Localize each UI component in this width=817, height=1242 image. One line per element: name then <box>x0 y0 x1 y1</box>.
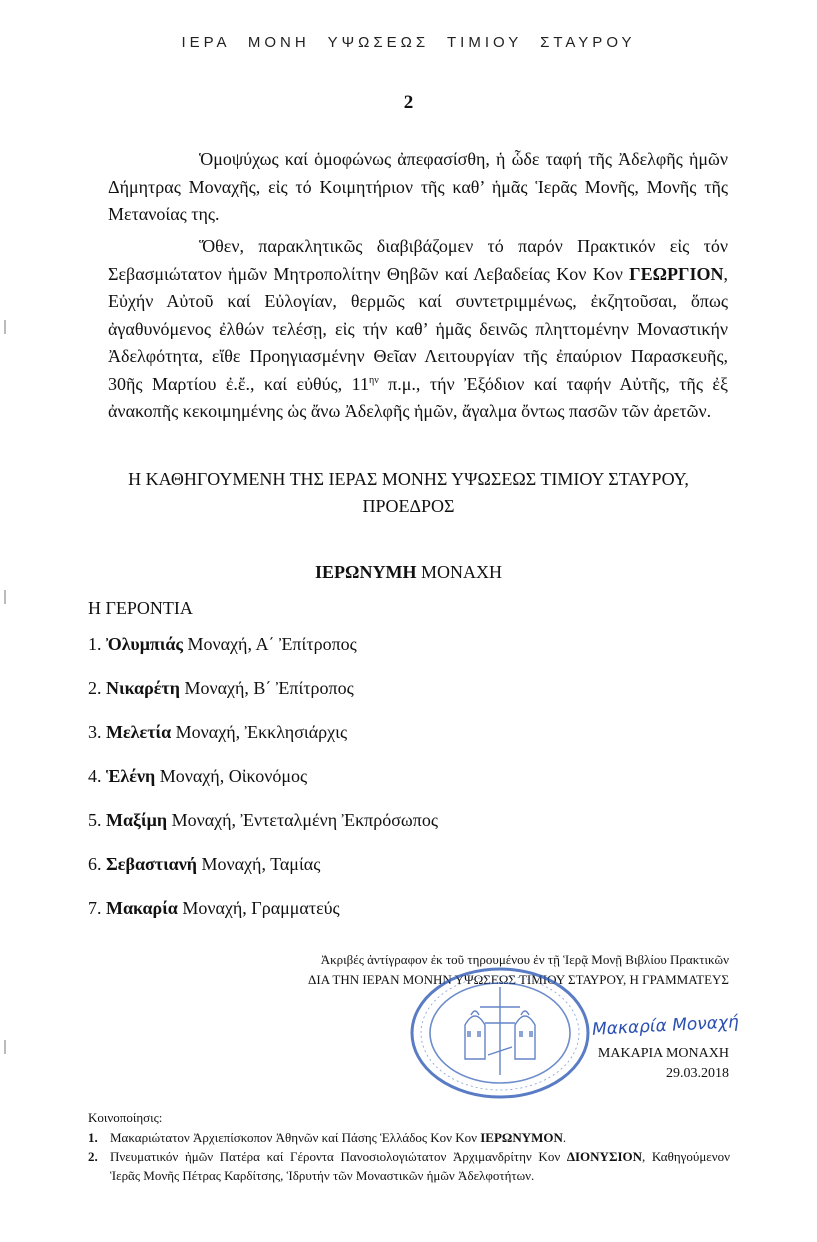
recipient-number: 1. <box>88 1130 98 1145</box>
recipient-text: Μακαριώτατον Ἀρχιεπίσκοπον Ἀθηνῶν καί Πάσης Ἑλλάδος Κον Κον <box>110 1130 481 1145</box>
council-title: Η ΓΕΡΟΝΤΙΑ <box>88 598 193 618</box>
recipients-title: Κοινοποίησις: <box>88 1110 163 1125</box>
abbess-name-bold: ΙΕΡΩΝΥΜΗ <box>315 562 417 582</box>
council-member <box>88 722 438 766</box>
page-header: ΙΕΡΑ ΜΟΝΗ ΥΨΩΣΕΩΣ ΤΙΜΙΟΥ ΣΤΑΥΡΟΥ <box>181 34 636 51</box>
recipients-list <box>88 1128 730 1185</box>
member-name: Ἑλένη <box>106 766 156 786</box>
recipient-name: ΔΙΟΝΥΣΙΟΝ <box>566 1149 642 1164</box>
member-number: 3. <box>88 722 102 742</box>
member-number: 7. <box>88 898 102 918</box>
member-role: Μοναχή, Γραμματεύς <box>177 898 340 918</box>
signer-block <box>598 1044 729 1084</box>
member-name: Σεβαστιανή <box>106 854 197 874</box>
paragraph-request <box>108 233 728 426</box>
abbess-name-rest: ΜΟΝΑΧΗ <box>416 562 502 582</box>
paragraph-text: , Εὐχήν Αὐτοῦ καί Εὐλογίαν, θερμῶς καί συντετριμμένως, ἐκζητοῦσαι, ὅπως ἀγαθυνόμενος ἐλθών τελέσῃ, εἰς τήν καθ’ ἡμᾶς δεινῶς πληττομένην Μοναστικήν Ἀδελφότητα, εἴθε Προηγιασμένην Θεῖαν Λειτουργίαν τῆς ἐπαύριον Παρασκευῆς, 30ῆς Μαρτίου ἐ.ἔ., καί εὐθύς, 11 <box>108 263 728 394</box>
scan-edge-mark <box>4 590 6 604</box>
scan-edge-mark <box>4 1040 6 1054</box>
recipient-text: , Καθηγούμενον Ἱερᾶς Μονῆς Πέτρας Καρδίτσης, Ἱδρυτήν τῶν Μοναστικῶν ἡμῶν Ἀδελφοτήτων. <box>110 1149 730 1183</box>
council-member <box>88 854 438 898</box>
member-name: Μακαρία <box>106 898 178 918</box>
member-role: Μοναχή, Ἐντεταλμένη Ἐκπρόσωπος <box>167 810 438 830</box>
recipient-name: ΙΕΡΩΝΥΜΟΝ <box>480 1130 563 1145</box>
council-member <box>88 810 438 854</box>
ordinal-suffix: ην <box>368 374 379 386</box>
scan-edge-mark <box>4 320 6 334</box>
council-member <box>88 634 438 678</box>
page-number: 2 <box>403 92 414 113</box>
member-role: Μοναχή, Ἐκκλησιάρχις <box>171 722 348 742</box>
member-role: Μοναχή, Β΄ Ἐπίτροπος <box>179 678 354 698</box>
monastery-seal-stamp <box>405 965 595 1101</box>
recipient-text: . <box>562 1130 567 1145</box>
member-number: 6. <box>88 854 102 874</box>
recipient-text: Πνευματικόν ἡμῶν Πατέρα καί Γέροντα Πανοσιολογιώτατον Ἀρχιμανδρίτην Κον <box>110 1149 567 1164</box>
member-role: Μοναχή, Οἰκονόμος <box>155 766 308 786</box>
handwritten-signature: Μακαρία Μοναχή <box>591 1012 740 1040</box>
member-role: Μοναχή, Α΄ Ἐπίτροπος <box>182 634 357 654</box>
member-name: Ὀλυμπιάς <box>106 634 183 654</box>
certification-line: Ἀκριβές ἀντίγραφον ἐκ τοῦ τηρουμένου ἐν τῇ Ἱερᾷ Μονῇ Βιβλίου Πρακτικῶν <box>320 952 729 967</box>
paragraph-burial-decision: Ὁμοψύχως καί ὁμοφώνως ἀπεφασίσθη, ἡ ὧδε ταφή τῆς Ἀδελφῆς ἡμῶν Δήμητρας Μοναχῆς, εἰς τό Κοιμητήριον τῆς καθ’ ἡμᾶς Ἱερᾶς Μονῆς, Μονῆς τῆς Μετανοίας της. <box>108 149 728 224</box>
council-member <box>88 678 438 722</box>
abbess-title-line: ΠΡΟΕΔΡΟΣ <box>362 496 455 516</box>
paragraph-text: π.μ., τήν Ἐξόδιον καί ταφήν Αὐτῆς, τῆς ἐξ ἀνακοπῆς κεκοιμημένης ὡς ἄνω Ἀδελφῆς ἡμῶν, ἄγαλμα ὄντως πασῶν τῶν ἀρετῶν. <box>108 373 728 421</box>
signature-date: 29.03.2018 <box>666 1066 729 1081</box>
recipient-item <box>88 1128 730 1147</box>
member-name: Μελετία <box>106 722 172 742</box>
council-member-list <box>88 634 438 942</box>
metropolitan-name: ΓΕΩΡΓΙΟΝ <box>629 263 724 284</box>
council-member <box>88 898 438 942</box>
signer-name: ΜΑΚΑΡΙΑ ΜΟΝΑΧΗ <box>597 1046 729 1061</box>
paragraph-text: Ὅθεν, παρακλητικῶς διαβιβάζομεν τό παρόν Πρακτικόν εἰς τόν Σεβασμιώτατον ἡμῶν Μητροπολίτην Θηβῶν καί Λεβαδείας Κον Κον <box>108 236 728 284</box>
abbess-title <box>80 466 737 520</box>
council-member <box>88 766 438 810</box>
recipient-item <box>88 1147 730 1185</box>
recipient-number: 2. <box>88 1149 98 1164</box>
abbess-title-line: Η ΚΑΘΗΓΟΥΜΕΝΗ ΤΗΣ ΙΕΡΑΣ ΜΟΝΗΣ ΥΨΩΣΕΩΣ ΤΙΜΙΟΥ ΣΤΑΥΡΟΥ, <box>128 469 689 489</box>
abbess-name <box>0 562 817 583</box>
member-name: Μαξίμη <box>106 810 168 830</box>
member-number: 5. <box>88 810 102 830</box>
member-name: Νικαρέτη <box>106 678 180 698</box>
certification-line: ΔΙΑ ΤΗΝ ΙΕΡΑΝ ΜΟΝΗΝ ΥΨΩΣΕΩΣ ΤΙΜΙΟΥ ΣΤΑΥΡΟΥ, Η ΓΡΑΜΜΑΤΕΥΣ <box>308 972 729 987</box>
member-number: 1. <box>88 634 102 654</box>
member-number: 2. <box>88 678 102 698</box>
member-number: 4. <box>88 766 102 786</box>
member-role: Μοναχή, Ταμίας <box>196 854 321 874</box>
